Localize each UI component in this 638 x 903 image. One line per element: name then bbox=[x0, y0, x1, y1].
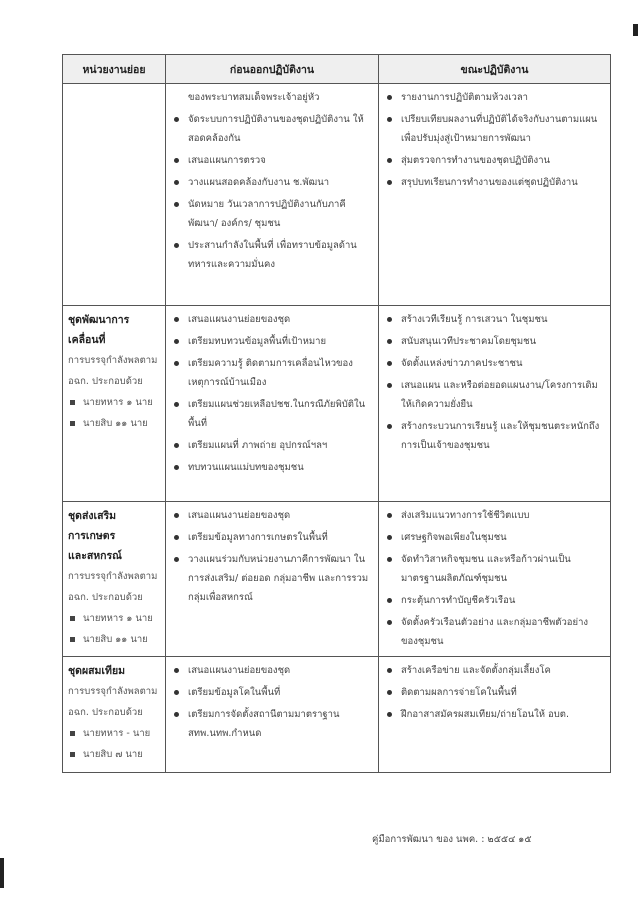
table-row bbox=[63, 502, 611, 657]
member-text: นายสิบ ๑๑ นาย bbox=[83, 634, 148, 645]
list-item bbox=[171, 173, 374, 192]
list-item-text: ส่งเสริมแนวทางการใช้ชีวิตแบบ bbox=[401, 510, 530, 521]
member-text: นายทหาร - นาย bbox=[83, 728, 151, 739]
square-bullet-icon bbox=[70, 731, 75, 736]
header-before-operation: ก่อนออกปฏิบัติงาน bbox=[166, 55, 379, 84]
unit-cell bbox=[63, 306, 166, 502]
before-operation-cell bbox=[166, 306, 379, 502]
bullet-dot-icon bbox=[387, 535, 392, 540]
unit-title-line: และสหกรณ์ bbox=[68, 550, 122, 562]
unit-cell bbox=[63, 657, 166, 773]
unit-note-line: อฉก. ประกอบด้วย bbox=[68, 707, 143, 718]
unit-title-line: เคลื่อนที่ bbox=[68, 334, 106, 346]
list-item bbox=[384, 528, 606, 547]
member-text: นายทหาร ๑ นาย bbox=[83, 613, 153, 624]
unit-title-line: ชุดผสมเทียม bbox=[68, 665, 126, 677]
list-item-text: เสนอแผนงานย่อยของชุด bbox=[188, 510, 291, 521]
bullet-dot-icon bbox=[174, 361, 179, 366]
during-operation-cell bbox=[379, 657, 611, 773]
list-item bbox=[384, 173, 606, 192]
list-item bbox=[171, 310, 374, 329]
list-item bbox=[171, 110, 374, 148]
bullet-dot-icon bbox=[387, 690, 392, 695]
member-text: นายสิบ ๗ นาย bbox=[83, 749, 143, 760]
bullet-dot-icon bbox=[387, 317, 392, 322]
list-item bbox=[384, 705, 606, 724]
bullet-dot-icon bbox=[174, 465, 179, 470]
unit-cell bbox=[63, 84, 166, 306]
list-item bbox=[171, 458, 374, 477]
bullet-dot-icon bbox=[387, 668, 392, 673]
list-item-text: เตรียมการจัดตั้งสถานีตามมาตราฐาน สทพ.นทพ.กำหนด bbox=[188, 709, 340, 739]
list-item-text: เตรียมข้อมูลโคในพื้นที่ bbox=[188, 687, 281, 698]
bullet-list bbox=[384, 661, 606, 724]
list-item bbox=[171, 528, 374, 547]
list-item bbox=[171, 332, 374, 351]
bullet-list bbox=[171, 88, 374, 274]
during-operation-cell bbox=[379, 502, 611, 657]
bullet-dot-icon bbox=[387, 180, 392, 185]
list-item-text: นัดหมาย วันเวลาการปฏิบัติงานกับภาคีพัฒนา/ องค์กร/ ชุมชน bbox=[188, 199, 346, 229]
unit-note-line: อฉก. ประกอบด้วย bbox=[68, 592, 143, 603]
list-item bbox=[171, 195, 374, 233]
list-item-text: วางแผนสอดคล้องกับงาน ช.พัฒนา bbox=[188, 177, 330, 188]
list-item-text: เตรียมความรู้ ติดตามการเคลื่อนไหวของเหตุการณ์บ้านเมือง bbox=[188, 358, 353, 388]
list-item-text: เสนอแผน และหรือต่อยอดแผนงาน/โครงการเดิมให้เกิดความยั่งยืน bbox=[401, 380, 598, 410]
member-text: นายสิบ ๑๑ นาย bbox=[83, 418, 148, 429]
member-item bbox=[68, 723, 161, 744]
page-footer: คู่มือการพัฒนา ของ นพค. : ๒๕๕๔ ๑๕ bbox=[372, 834, 532, 845]
member-item bbox=[68, 608, 161, 629]
bullet-dot-icon bbox=[174, 117, 179, 122]
list-item bbox=[384, 417, 606, 455]
unit-note-line: การบรรจุกำลังพลตาม bbox=[68, 571, 158, 582]
bullet-list bbox=[171, 661, 374, 743]
square-bullet-icon bbox=[70, 616, 75, 621]
bullet-list bbox=[171, 506, 374, 607]
list-item bbox=[171, 236, 374, 274]
list-item bbox=[384, 332, 606, 351]
square-bullet-icon bbox=[70, 752, 75, 757]
list-item-text: สุ่มตรวจการทำงานของชุดปฏิบัติงาน bbox=[401, 155, 551, 166]
bullet-dot-icon bbox=[387, 712, 392, 717]
bullet-dot-icon bbox=[174, 690, 179, 695]
bullet-list bbox=[384, 310, 606, 455]
unit-title-line: ชุดส่งเสริมการเกษตร bbox=[68, 510, 117, 542]
unit-note-line: การบรรจุกำลังพลตาม bbox=[68, 355, 158, 366]
bullet-dot-icon bbox=[387, 117, 392, 122]
list-item bbox=[171, 705, 374, 743]
table-header-row bbox=[63, 55, 611, 84]
list-item bbox=[171, 661, 374, 680]
table-row bbox=[63, 84, 611, 306]
list-item-text: จัดทำวิสาหกิจชุมชน และหรือก้าวผ่านเป็นมาตรฐานผลิตภัณฑ์ชุมชน bbox=[401, 554, 571, 584]
list-item-text: เปรียบเทียบผลงานที่ปฏิบัติได้จริงกับงานตามแผน เพื่อปรับมุ่งสู่เป้าหมายการพัฒนา bbox=[401, 114, 598, 144]
before-operation-cell bbox=[166, 502, 379, 657]
before-operation-cell bbox=[166, 657, 379, 773]
bullet-list bbox=[384, 88, 606, 192]
bullet-dot-icon bbox=[174, 402, 179, 407]
list-item-text: สนับสนุนเวทีประชาคมโดยชุมชน bbox=[401, 336, 537, 347]
scan-edge-mark-bottom bbox=[0, 858, 4, 888]
bullet-dot-icon bbox=[174, 180, 179, 185]
bullet-dot-icon bbox=[387, 158, 392, 163]
list-item bbox=[171, 395, 374, 433]
bullet-dot-icon bbox=[387, 557, 392, 562]
list-item bbox=[384, 550, 606, 588]
list-item-text: เสนอแผนการตรวจ bbox=[188, 155, 266, 166]
bullet-dot-icon bbox=[387, 598, 392, 603]
header-unit: หน่วยงานย่อย bbox=[63, 55, 166, 84]
list-item-text: เตรียมข้อมูลทางการเกษตรในพื้นที่ bbox=[188, 532, 328, 543]
list-item bbox=[384, 661, 606, 680]
member-text: นายทหาร ๑ นาย bbox=[83, 397, 153, 408]
member-item bbox=[68, 629, 161, 650]
list-item bbox=[171, 436, 374, 455]
table-row bbox=[63, 657, 611, 773]
list-item-text: สร้างกระบวนการเรียนรู้ และให้ชุมชนตระหนักถึงการเป็นเจ้าของชุมชน bbox=[401, 421, 600, 451]
bullet-dot-icon bbox=[174, 202, 179, 207]
bullet-dot-icon bbox=[174, 668, 179, 673]
list-item-text: กระตุ้นการทำบัญชีครัวเรือน bbox=[401, 595, 516, 606]
list-item bbox=[384, 88, 606, 107]
list-item-text: ประสานกำลังในพื้นที่ เพื่อทราบข้อมูลด้านทหารและความมั่นคง bbox=[188, 240, 357, 270]
list-item bbox=[171, 354, 374, 392]
bullet-dot-icon bbox=[174, 317, 179, 322]
list-item-text: เตรียมทบทวนข้อมูลพื้นที่เป้าหมาย bbox=[188, 336, 327, 347]
list-item bbox=[384, 591, 606, 610]
bullet-dot-icon bbox=[174, 243, 179, 248]
member-item bbox=[68, 744, 161, 765]
bullet-dot-icon bbox=[174, 158, 179, 163]
bullet-dot-icon bbox=[174, 339, 179, 344]
list-item bbox=[384, 683, 606, 702]
square-bullet-icon bbox=[70, 637, 75, 642]
list-item bbox=[171, 550, 374, 607]
bullet-dot-icon bbox=[387, 339, 392, 344]
during-operation-cell bbox=[379, 84, 611, 306]
before-operation-cell bbox=[166, 84, 379, 306]
during-operation-cell bbox=[379, 306, 611, 502]
bullet-dot-icon bbox=[387, 383, 392, 388]
list-item-text: เศรษฐกิจพอเพียงในชุมชน bbox=[401, 532, 507, 543]
list-item-text: สรุปบทเรียนการทำงานของแต่ชุดปฏิบัติงาน bbox=[401, 177, 578, 188]
list-item bbox=[384, 354, 606, 373]
list-item-text: เตรียมแผนช่วยเหลือปชช.ในกรณีภัยพิบัติในพื้นที่ bbox=[188, 399, 366, 429]
bullet-list bbox=[171, 310, 374, 477]
list-item-text: ติดตามผลการจ่ายโคในพื้นที่ bbox=[401, 687, 517, 698]
list-item-text: จัดระบบการปฏิบัติงานของชุดปฏิบัติงาน ให้สอดคล้องกัน bbox=[188, 114, 364, 144]
list-item bbox=[171, 683, 374, 702]
bullet-dot-icon bbox=[174, 557, 179, 562]
bullet-dot-icon bbox=[387, 361, 392, 366]
unit-title-line: ชุดพัฒนาการ bbox=[68, 314, 130, 326]
scan-edge-mark-top bbox=[633, 24, 638, 36]
list-item bbox=[384, 506, 606, 525]
bullet-dot-icon bbox=[387, 424, 392, 429]
bullet-dot-icon bbox=[174, 513, 179, 518]
header-during-operation: ขณะปฏิบัติงาน bbox=[379, 55, 611, 84]
bullet-dot-icon bbox=[174, 535, 179, 540]
square-bullet-icon bbox=[70, 421, 75, 426]
square-bullet-icon bbox=[70, 400, 75, 405]
bullet-dot-icon bbox=[387, 95, 392, 100]
list-item-text: เสนอแผนงานย่อยของชุด bbox=[188, 665, 291, 676]
bullet-list bbox=[384, 506, 606, 651]
list-item bbox=[384, 151, 606, 170]
list-item bbox=[384, 613, 606, 651]
procedures-table bbox=[62, 54, 611, 773]
unit-cell bbox=[63, 502, 166, 657]
unit-note-line: อฉก. ประกอบด้วย bbox=[68, 376, 143, 387]
bullet-dot-icon bbox=[387, 620, 392, 625]
member-item bbox=[68, 413, 161, 434]
list-item-text: สร้างเครือข่าย และจัดตั้งกลุ่มเลี้ยงโค bbox=[401, 665, 551, 676]
list-item-text: ของพระบาทสมเด็จพระเจ้าอยู่หัว bbox=[188, 92, 320, 103]
member-item bbox=[68, 392, 161, 413]
list-item-text: ฝึกอาสาสมัครผสมเทียม/ถ่ายโอนให้ อบต. bbox=[401, 709, 569, 720]
list-item-text: จัดตั้งครัวเรือนตัวอย่าง และกลุ่มอาชีพตัวอย่าง ของชุมชน bbox=[401, 617, 589, 647]
bullet-dot-icon bbox=[387, 513, 392, 518]
list-item-text: รายงานการปฏิบัติตามห้วงเวลา bbox=[401, 92, 529, 103]
list-item bbox=[171, 506, 374, 525]
list-item bbox=[384, 310, 606, 329]
list-item bbox=[171, 151, 374, 170]
list-item-text: เตรียมแผนที่ ภาพถ่าย อุปกรณ์ฯลฯ bbox=[188, 440, 328, 451]
list-item-text: เสนอแผนงานย่อยของชุด bbox=[188, 314, 291, 325]
list-item bbox=[384, 110, 606, 148]
list-item-text: วางแผนร่วมกับหน่วยงานภาคีการพัฒนา ในการส่งเสริม/ ต่อยอด กลุ่มอาชีพ และการรวมกลุ่มเพื่อสหกรณ์ bbox=[188, 554, 369, 603]
list-item bbox=[171, 88, 374, 107]
bullet-dot-icon bbox=[174, 443, 179, 448]
bullet-dot-icon bbox=[174, 712, 179, 717]
list-item-text: สร้างเวทีเรียนรู้ การเสวนา ในชุมชน bbox=[401, 314, 548, 325]
unit-note-line: การบรรจุกำลังพลตาม bbox=[68, 686, 158, 697]
table-row bbox=[63, 306, 611, 502]
list-item bbox=[384, 376, 606, 414]
list-item-text: จัดตั้งแหล่งข่าวภาคประชาชน bbox=[401, 358, 523, 369]
list-item-text: ทบทวนแผนแม่บทของชุมชน bbox=[188, 462, 304, 473]
